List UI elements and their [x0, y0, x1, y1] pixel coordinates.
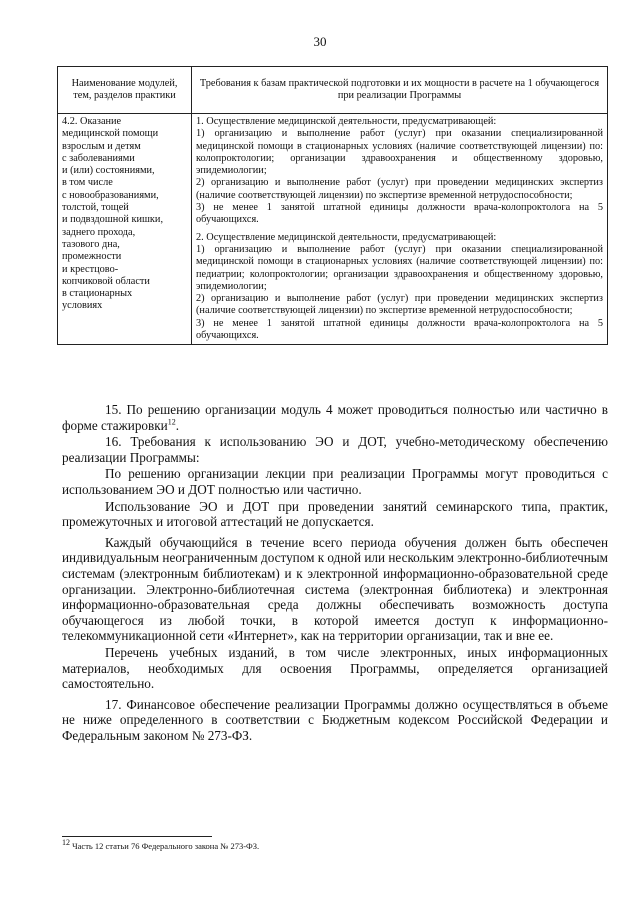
module-cell: 4.2. Оказание медицинской помощи взрослым и детям с заболеваниями и (или) состояниями, в том числе с новообразованиями, толстой, тощей и подвздошной кишки, заднего прохода, тазового дна, промежности и крестцово- копчиковой области в стационарных условиях	[58, 114, 192, 345]
footnote	[62, 838, 608, 852]
header-modules: Наименование модулей, тем, разделов практики	[58, 67, 192, 114]
paragraph-17: 17. Финансовое обеспечение реализации Программы должно осуществляться в объеме не ниже определенного в соответствии с Бюджетным кодексом Российской Федерации и Федеральным законом № 273-ФЗ.	[62, 696, 608, 743]
paragraph-16c: Каждый обучающийся в течение всего периода обучения должен быть обеспечен индивидуальным неограниченным доступом к одной или нескольким электронно-библиотечным системам (электронным библиотекам) и к электронной информационно-образовательной среде организации. Электронно-библиотечная система (электронная библиотека) и электронная информационно-образовательная среда должны обеспечивать возможность доступа обучающегося из любой точки, в которой имеется доступ к информационно-телекоммуникационной сети «Интернет», как на территории организации, так и вне ее.	[62, 534, 608, 644]
body-text	[62, 402, 608, 748]
req-line: 1) организацию и выполнение работ (услуг) при оказании специализированной медицинской помощи в стационарных условиях (наличие соответствующей лицензии) по: педиатрии; колопроктологии; организации здравоохранения и общественному здоровью, эпидемиологии;	[196, 243, 603, 292]
table-row	[58, 114, 608, 345]
footnote-divider	[62, 836, 212, 837]
table-header-row	[58, 67, 608, 114]
paragraph-16: 16. Требования к использованию ЭО и ДОТ, учебно-методическому обеспечению реализации Программы:	[62, 434, 608, 465]
req-line: 2. Осуществление медицинской деятельности, предусматривающей:	[196, 231, 497, 243]
paragraph-15	[62, 402, 608, 433]
page-number: 30	[313, 34, 327, 49]
requirements-block-1	[196, 116, 603, 227]
requirements-block-2	[196, 232, 603, 343]
req-line: 3) не менее 1 занятой штатной единицы должности врача-колопроктолога на 5 обучающихся.	[196, 317, 603, 342]
req-line: 2) организацию и выполнение работ (услуг) при проведении медицинских экспертиз (наличие соответствующей лицензии) по экспертизе временной нетрудоспособности;	[196, 177, 603, 201]
req-line: 2) организацию и выполнение работ (услуг) при проведении медицинских экспертиз (наличие соответствующей лицензии) по экспертизе временной нетрудоспособности;	[196, 293, 603, 317]
paragraph-16a: По решению организации лекции при реализации Программы могут проводиться с использованием ЭО и ДОТ полностью или частично.	[62, 466, 608, 497]
paragraph-15-end: .	[175, 417, 180, 433]
paragraph-16b: Использование ЭО и ДОТ при проведении занятий семинарского типа, практик, промежуточных и итоговой аттестаций не допускается.	[62, 498, 608, 530]
req-line: 1. Осуществление медицинской деятельности, предусматривающей:	[196, 116, 497, 127]
req-line: 1) организацию и выполнение работ (услуг) при оказании специализированной медицинской помощи в стационарных условиях (наличие соответствующей лицензии) по: колопроктологии; организации здравоохранения и общественному здоровью, эпидемиологии;	[196, 128, 603, 177]
req-line: 3) не менее 1 занятой штатной единицы должности врача-колопроктолога на 5 обучающихся.	[196, 202, 603, 226]
footnote-mark: 12	[62, 838, 70, 848]
paragraph-16d: Перечень учебных изданий, в том числе электронных, иных информационных материалов, необходимых для освоения Программы, определяется организацией самостоятельно.	[62, 644, 608, 692]
requirements-table	[57, 66, 608, 345]
footnote-ref: 12	[167, 417, 176, 427]
header-requirements: Требования к базам практической подготовки и их мощности в расчете на 1 обучающегося при реализации Программы	[192, 67, 608, 114]
footnote-text: Часть 12 статьи 76 Федерального закона № 273-ФЗ.	[70, 841, 260, 851]
paragraph-15-text: 15. По решению организации модуль 4 может проводиться полностью или частично в форме стажировки	[62, 402, 608, 433]
requirements-cell	[192, 114, 608, 345]
